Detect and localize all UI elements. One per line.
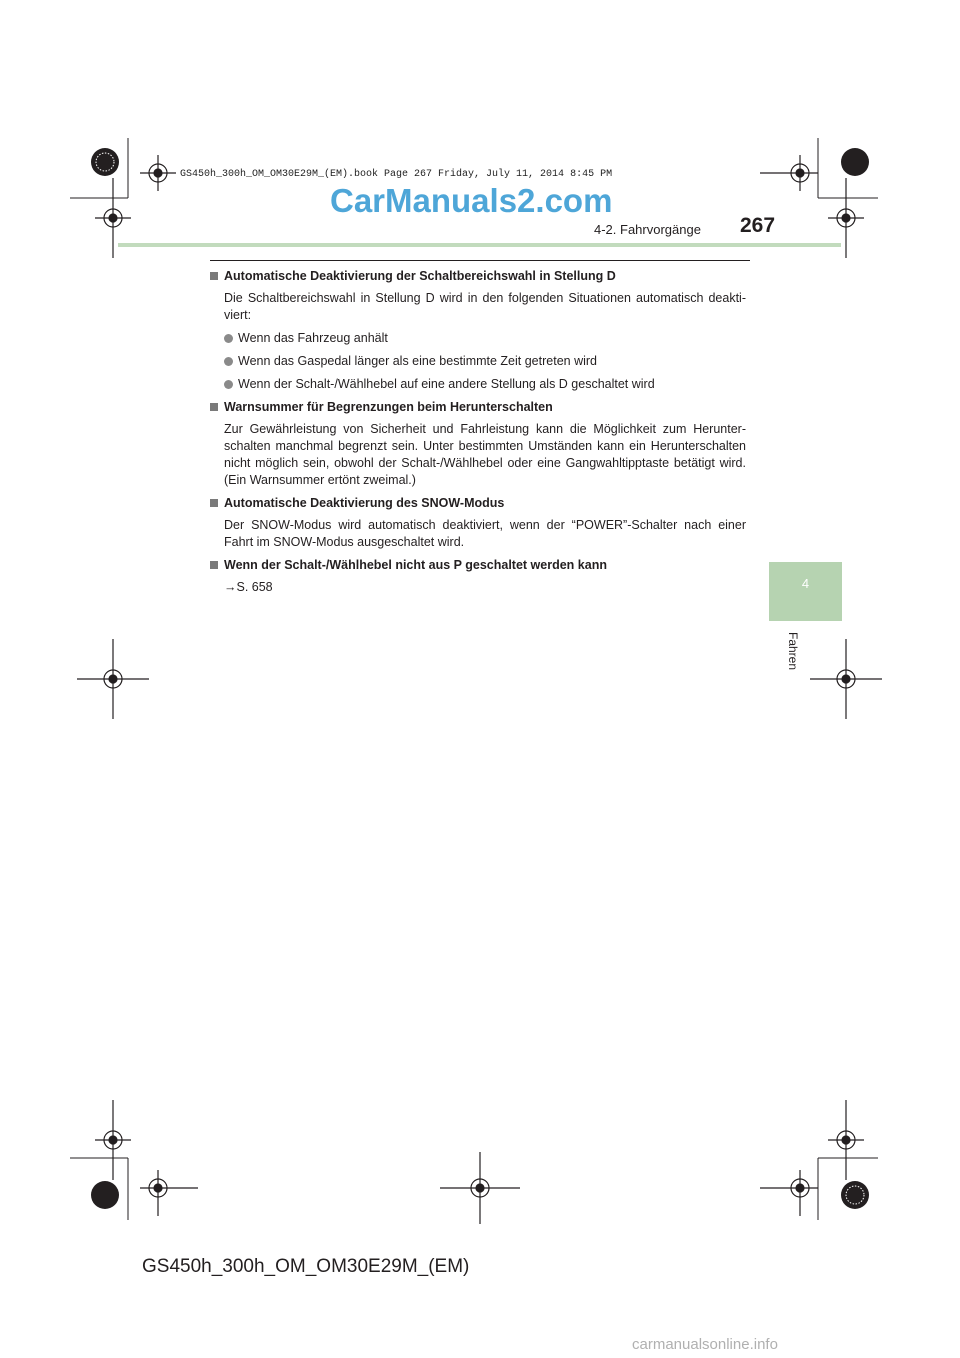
list-item: Wenn das Gaspedal länger als eine bestimmte Zeit getreten wird (210, 353, 746, 370)
square-bullet-icon (210, 272, 218, 280)
list-item: Wenn der Schalt-/Wählhebel auf eine andere Stellung als D geschaltet wird (210, 376, 746, 393)
section-heading: Wenn der Schalt-/Wählhebel nicht aus P geschaltet werden kann (210, 557, 746, 574)
section-heading: Automatische Deaktivierung des SNOW-Modus (210, 495, 746, 512)
circle-bullet-icon (224, 334, 233, 343)
square-bullet-icon (210, 499, 218, 507)
bottom-watermark: carmanualsonline.info (632, 1336, 778, 1353)
chapter-tab (769, 562, 842, 621)
chapter-number: 4 (801, 576, 810, 591)
section-heading: Warnsummer für Begrenzungen beim Herunterschalten (210, 399, 746, 416)
section-text: Die Schaltbereichswahl in Stellung D wird in den folgenden Situationen automatisch deakti-viert: (224, 291, 746, 322)
file-stamp: GS450h_300h_OM_OM30E29M_(EM).book Page 267 Friday, July 11, 2014 8:45 PM (180, 169, 613, 180)
header-bar (118, 243, 841, 247)
section-text: Der SNOW-Modus wird automatisch deaktiviert, wenn der “POWER”-Schalter nach einer Fahrt im SNOW-Modus ausgeschaltet wird. (224, 518, 746, 549)
footer-document-code: GS450h_300h_OM_OM30E29M_(EM) (142, 1256, 470, 1277)
list-item: Wenn das Fahrzeug anhält (210, 330, 746, 347)
page-reference-link[interactable]: →S. 658 (224, 580, 273, 594)
circle-bullet-icon (224, 357, 233, 366)
circle-bullet-icon (224, 380, 233, 389)
page-number: 267 (740, 214, 776, 237)
watermark-logo: CarManuals2.com (330, 182, 613, 219)
section-heading: Automatische Deaktivierung der Schaltbereichswahl in Stellung D (210, 268, 746, 285)
chapter-label: Fahren (786, 632, 800, 671)
square-bullet-icon (210, 403, 218, 411)
section-text: Zur Gewährleistung von Sicherheit und Fahrleistung kann die Möglichkeit zum Herunter-schalten manchmal begrenzt sein. Unter bestimmten Umständen kann ein Herunterschalten nicht möglich sein, obwohl der Schalt-/Wählhebel oder eine Gangwahltipptaste betätigt wird. (Ein Warnsummer ertönt zweimal.) (224, 422, 746, 487)
top-rule (210, 260, 750, 261)
square-bullet-icon (210, 561, 218, 569)
page-content (210, 268, 746, 602)
section-title: 4-2. Fahrvorgänge (594, 222, 701, 237)
